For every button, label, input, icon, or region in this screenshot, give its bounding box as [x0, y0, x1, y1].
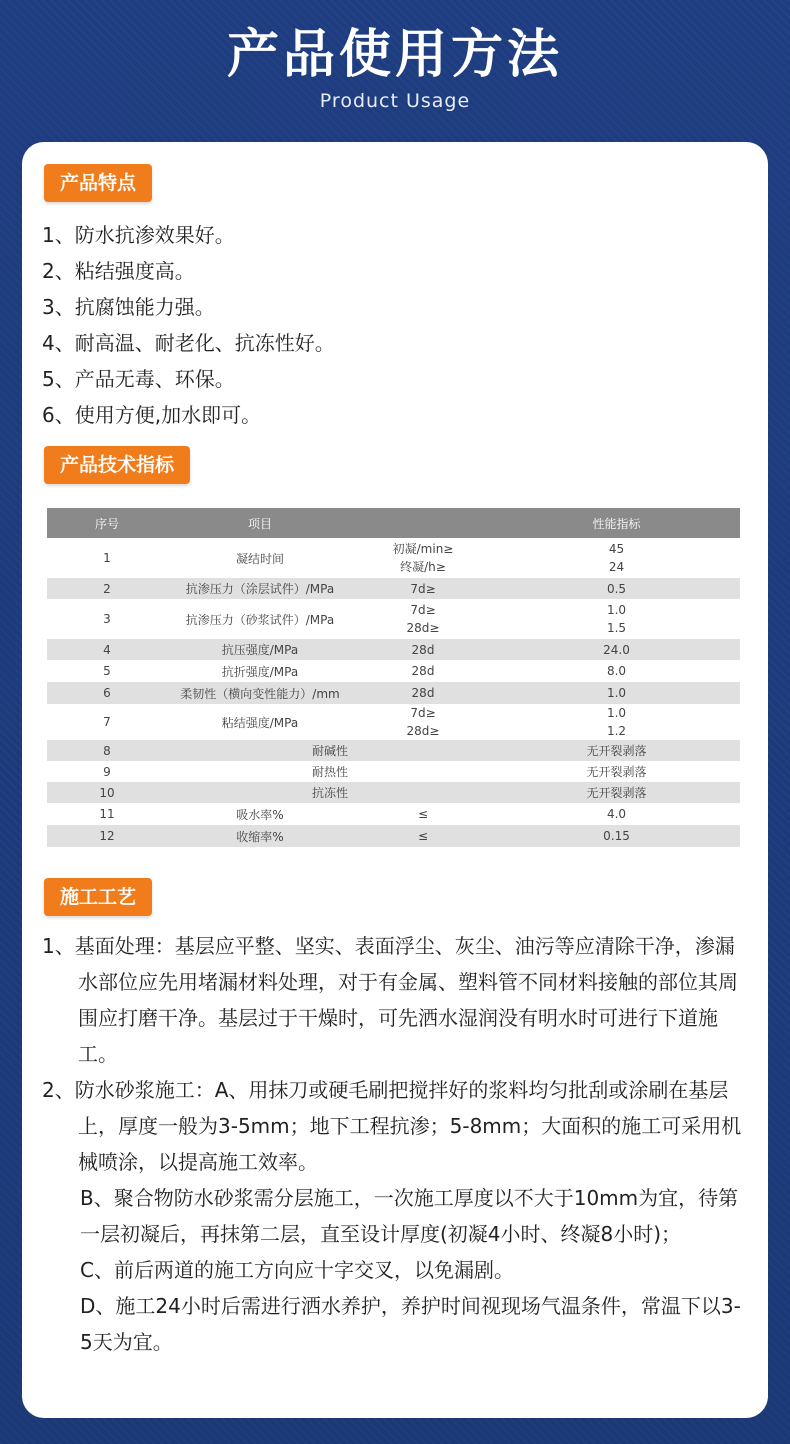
table-row: [47, 660, 740, 682]
cond-line: 初凝/min≥: [392, 542, 454, 556]
row-value: [493, 704, 740, 740]
value-line: 1.5: [606, 621, 627, 635]
table-row: [47, 639, 740, 660]
process-text: [42, 928, 748, 1360]
value-line: 45: [608, 542, 625, 556]
feature-item: 1、防水抗渗效果好。: [42, 223, 235, 247]
row-no: 1: [47, 538, 167, 578]
row-value: 无开裂剥落: [493, 740, 740, 761]
row-item: 柔韧性（横向变性能力）/mm: [167, 682, 353, 704]
row-item: 抗冻性: [167, 782, 493, 803]
row-value: 0.15: [493, 825, 740, 847]
value-line: 1.0: [606, 603, 627, 617]
process-step-2c: C、前后两道的施工方向应十字交叉，以免漏剧。: [80, 1258, 514, 1282]
row-item: 吸水率%: [167, 803, 353, 825]
header-no: 序号: [47, 508, 167, 538]
row-cond: 28d: [353, 682, 493, 704]
row-value: 无开裂剥落: [493, 761, 740, 782]
features-list: [42, 217, 742, 433]
value-line: 1.0: [606, 706, 627, 720]
row-no: 5: [47, 660, 167, 682]
row-value: 无开裂剥落: [493, 782, 740, 803]
value-line: 24: [608, 560, 625, 574]
process-step-2: 2、防水砂浆施工：A、用抹刀或硬毛刷把搅拌好的浆料均匀批刮或涂刷在基层上，厚度一般为3-5mm；地下工程抗渗；5-8mm；大面积的施工可采用机械喷涂，以提高施工效率。: [42, 1078, 742, 1174]
table-row: [47, 761, 740, 782]
row-item: 抗渗压力（涂层试件）/MPa: [167, 578, 353, 599]
row-cond: [353, 538, 493, 578]
page-header: [0, 0, 790, 140]
table-row: [47, 740, 740, 761]
page-title: 产品使用方法: [226, 25, 563, 85]
row-value: 1.0: [493, 682, 740, 704]
row-cond: [353, 599, 493, 639]
header-value: 性能指标: [493, 508, 740, 538]
row-cond: 7d≥: [353, 578, 493, 599]
row-item: 收缩率%: [167, 825, 353, 847]
page-subtitle: Product Usage: [319, 90, 471, 112]
row-cond: ≤: [353, 825, 493, 847]
row-value: 0.5: [493, 578, 740, 599]
row-value: [493, 538, 740, 578]
row-value: 4.0: [493, 803, 740, 825]
feature-item: 6、使用方便,加水即可。: [42, 403, 262, 427]
header-blank: [353, 508, 493, 538]
feature-item: 2、粘结强度高。: [42, 259, 195, 283]
row-cond: ≤: [353, 803, 493, 825]
row-item: 凝结时间: [167, 538, 353, 578]
table-row: [47, 803, 740, 825]
cond-line: 7d≥: [410, 603, 436, 617]
row-no: 10: [47, 782, 167, 803]
table-row: [47, 682, 740, 704]
table-row: [47, 704, 740, 740]
cond-line: 28d≥: [406, 724, 440, 738]
content-card: [22, 142, 768, 1418]
process-heading: 施工工艺: [44, 878, 152, 916]
specs-heading: 产品技术指标: [44, 446, 190, 484]
header-item: 项目: [167, 508, 353, 538]
row-value: [493, 599, 740, 639]
table-row: [47, 825, 740, 847]
row-no: 6: [47, 682, 167, 704]
row-value: 24.0: [493, 639, 740, 660]
row-cond: [353, 704, 493, 740]
table-row: [47, 538, 740, 578]
feature-item: 4、耐高温、耐老化、抗冻性好。: [42, 331, 335, 355]
row-no: 2: [47, 578, 167, 599]
process-step-1: 1、基面处理：基层应平整、坚实、表面浮尘、灰尘、油污等应清除干净，渗漏水部位应先用堵漏材料处理，对于有金属、塑料管不同材料接触的部位其周围应打磨干净。基层过于干燥时，可先洒水湿润没有明水时可进行下道施工。: [42, 934, 738, 1066]
feature-item: 5、产品无毒、环保。: [42, 367, 235, 391]
process-step-2b: B、聚合物防水砂浆需分层施工，一次施工厚度以不大于10mm为宜，待第一层初凝后，再抹第二层，直至设计厚度(初凝4小时、终凝8小时)；: [80, 1186, 739, 1246]
feature-item: 3、抗腐蚀能力强。: [42, 295, 215, 319]
spec-table: [47, 508, 740, 847]
table-row: [47, 578, 740, 599]
cond-line: 28d≥: [406, 621, 440, 635]
row-item: 抗渗压力（砂浆试件）/MPa: [167, 599, 353, 639]
row-no: 8: [47, 740, 167, 761]
row-value: 8.0: [493, 660, 740, 682]
cond-line: 7d≥: [410, 706, 436, 720]
row-cond: 28d: [353, 660, 493, 682]
value-line: 1.2: [606, 724, 627, 738]
row-no: 12: [47, 825, 167, 847]
row-item: 耐热性: [167, 761, 493, 782]
row-no: 4: [47, 639, 167, 660]
row-no: 9: [47, 761, 167, 782]
table-row: [47, 782, 740, 803]
row-item: 抗压强度/MPa: [167, 639, 353, 660]
cond-line: 终凝/h≥: [400, 560, 446, 574]
row-cond: 28d: [353, 639, 493, 660]
row-item: 粘结强度/MPa: [167, 704, 353, 740]
features-heading: 产品特点: [44, 164, 152, 202]
row-item: 耐碱性: [167, 740, 493, 761]
spec-header-row: [47, 508, 740, 538]
process-step-2d: D、施工24小时后需进行洒水养护，养护时间视现场气温条件，常温下以3-5天为宜。: [80, 1294, 741, 1354]
row-item: 抗折强度/MPa: [167, 660, 353, 682]
table-row: [47, 599, 740, 639]
row-no: 3: [47, 599, 167, 639]
row-no: 11: [47, 803, 167, 825]
row-no: 7: [47, 704, 167, 740]
